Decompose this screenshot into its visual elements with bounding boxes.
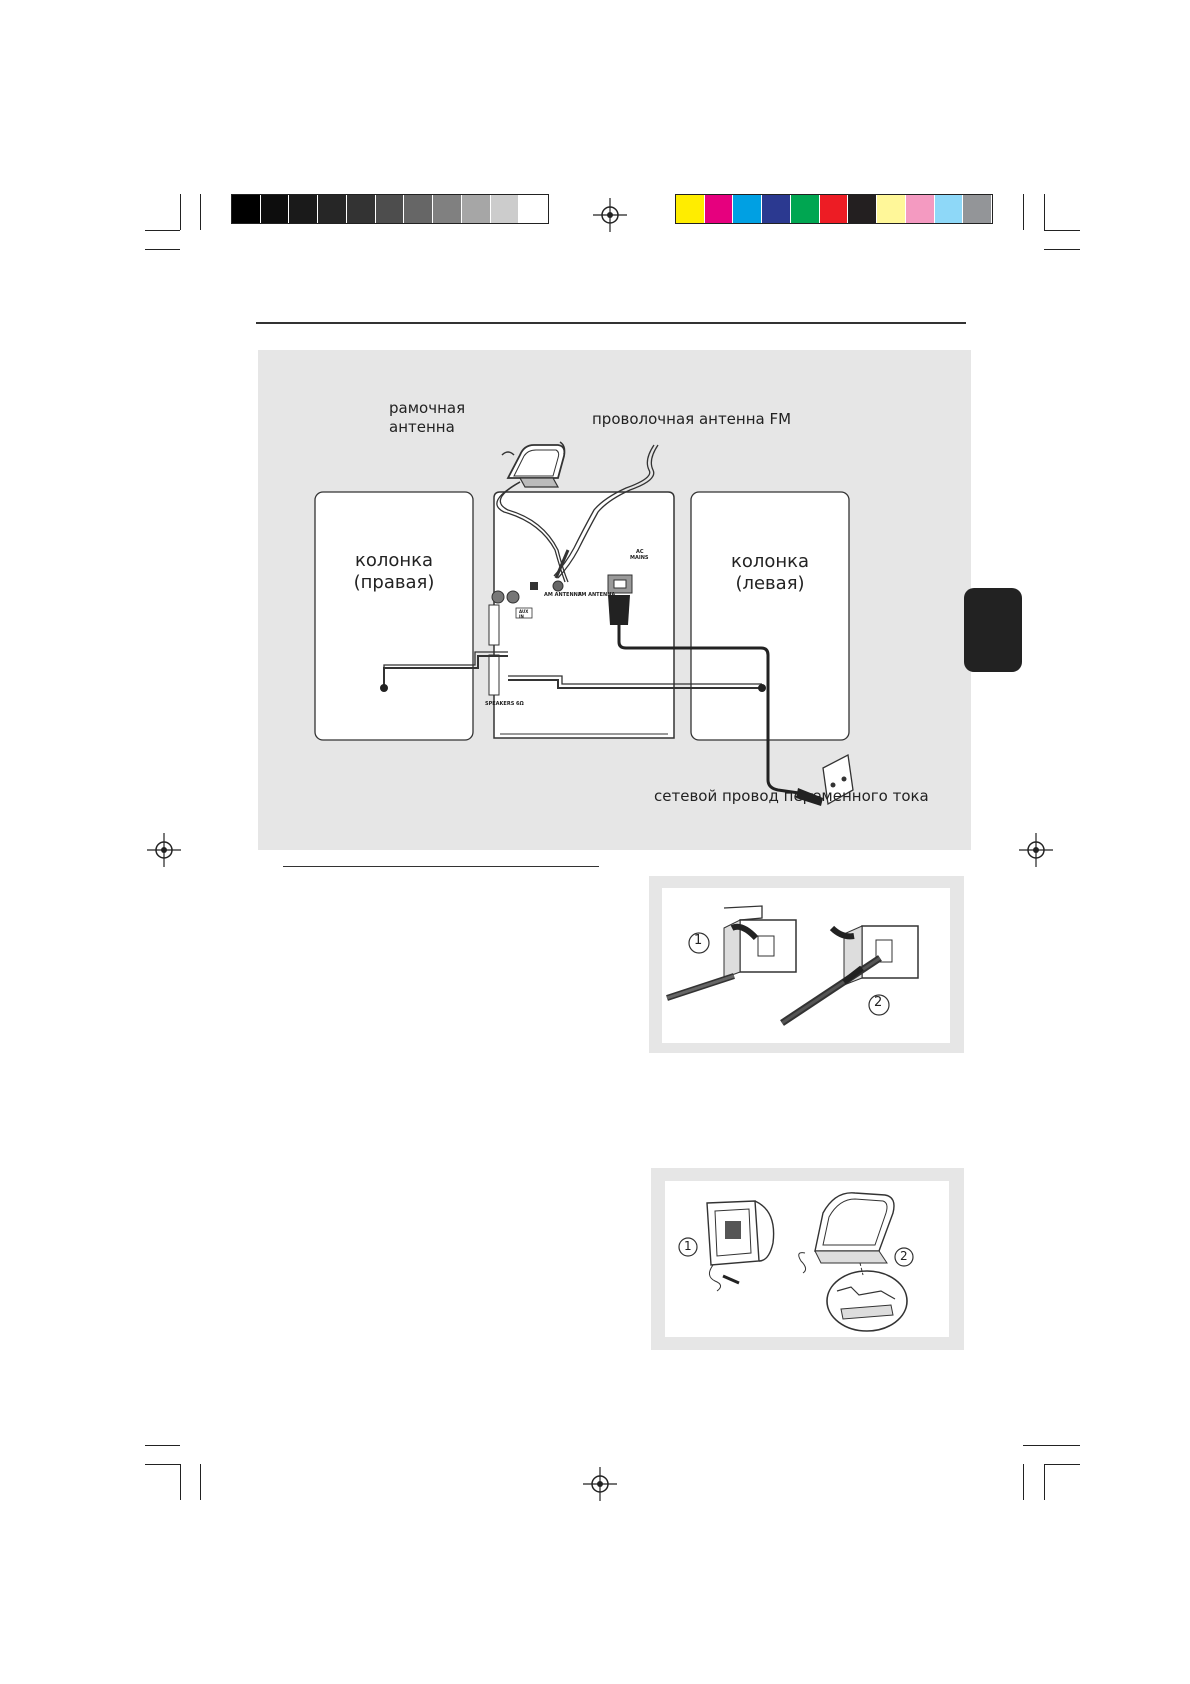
color-swatch: [906, 195, 934, 223]
antenna-step-1: 1: [684, 1239, 692, 1253]
speakers-port: SPEAKERS 6Ω: [485, 701, 524, 707]
color-swatch: [705, 195, 733, 223]
color-bar: [675, 194, 993, 224]
registration-mark-right: [1019, 833, 1053, 867]
speaker-left-label-1: колонка: [730, 551, 810, 572]
section-rule: [283, 866, 599, 867]
color-swatch: [791, 195, 819, 223]
color-swatch: [848, 195, 876, 223]
speaker-right-label-2: (правая): [353, 572, 435, 593]
gray-swatch: [491, 195, 519, 223]
aux-port-2: IN: [519, 614, 524, 619]
ac-mains-port-1: AC: [636, 549, 644, 555]
gray-swatch: [232, 195, 260, 223]
fm-antenna-label: проволочная антенна FM: [592, 410, 792, 428]
speaker-right-box: [315, 492, 473, 740]
gray-swatch: [347, 195, 375, 223]
fm-antenna-port: FM ANTENNA: [578, 592, 616, 598]
registration-mark-bottom: [583, 1467, 617, 1501]
gray-swatch: [462, 195, 490, 223]
color-swatch: [877, 195, 905, 223]
am-antenna-port: AM ANTENNA: [544, 592, 582, 598]
speaker-right-label-1: колонка: [354, 550, 434, 571]
gray-swatch: [376, 195, 404, 223]
color-swatch: [820, 195, 848, 223]
speaker-left-box: [691, 492, 849, 740]
color-swatch: [733, 195, 761, 223]
registration-mark-top: [593, 198, 627, 232]
registration-mark-left: [147, 833, 181, 867]
loop-antenna-label-1: рамочная: [389, 399, 466, 417]
aux-port-1: AUX: [519, 609, 529, 614]
gray-swatch: [318, 195, 346, 223]
gray-swatch: [261, 195, 289, 223]
wire-step-1: 1: [694, 933, 703, 948]
speaker-left-label-2: (левая): [735, 573, 805, 594]
ac-mains-port-2: MAINS: [630, 555, 649, 561]
gray-swatch: [433, 195, 461, 223]
loop-antenna-label-2: антенна: [389, 418, 455, 436]
loop-antenna-icon: [502, 442, 565, 487]
gray-swatch: [519, 195, 547, 223]
header-rule: [256, 322, 966, 324]
color-swatch: [676, 195, 704, 223]
wire-step-2: 2: [874, 995, 883, 1010]
gray-swatch: [404, 195, 432, 223]
ac-cord-label: сетевой провод переменного тока: [654, 787, 929, 805]
color-swatch: [963, 195, 991, 223]
color-swatch: [935, 195, 963, 223]
color-swatch: [762, 195, 790, 223]
chapter-tab: [964, 588, 1022, 672]
grayscale-bar: [231, 194, 549, 224]
gray-swatch: [289, 195, 317, 223]
antenna-step-2: 2: [900, 1249, 908, 1263]
wire-insertion-figure: [662, 888, 950, 1043]
